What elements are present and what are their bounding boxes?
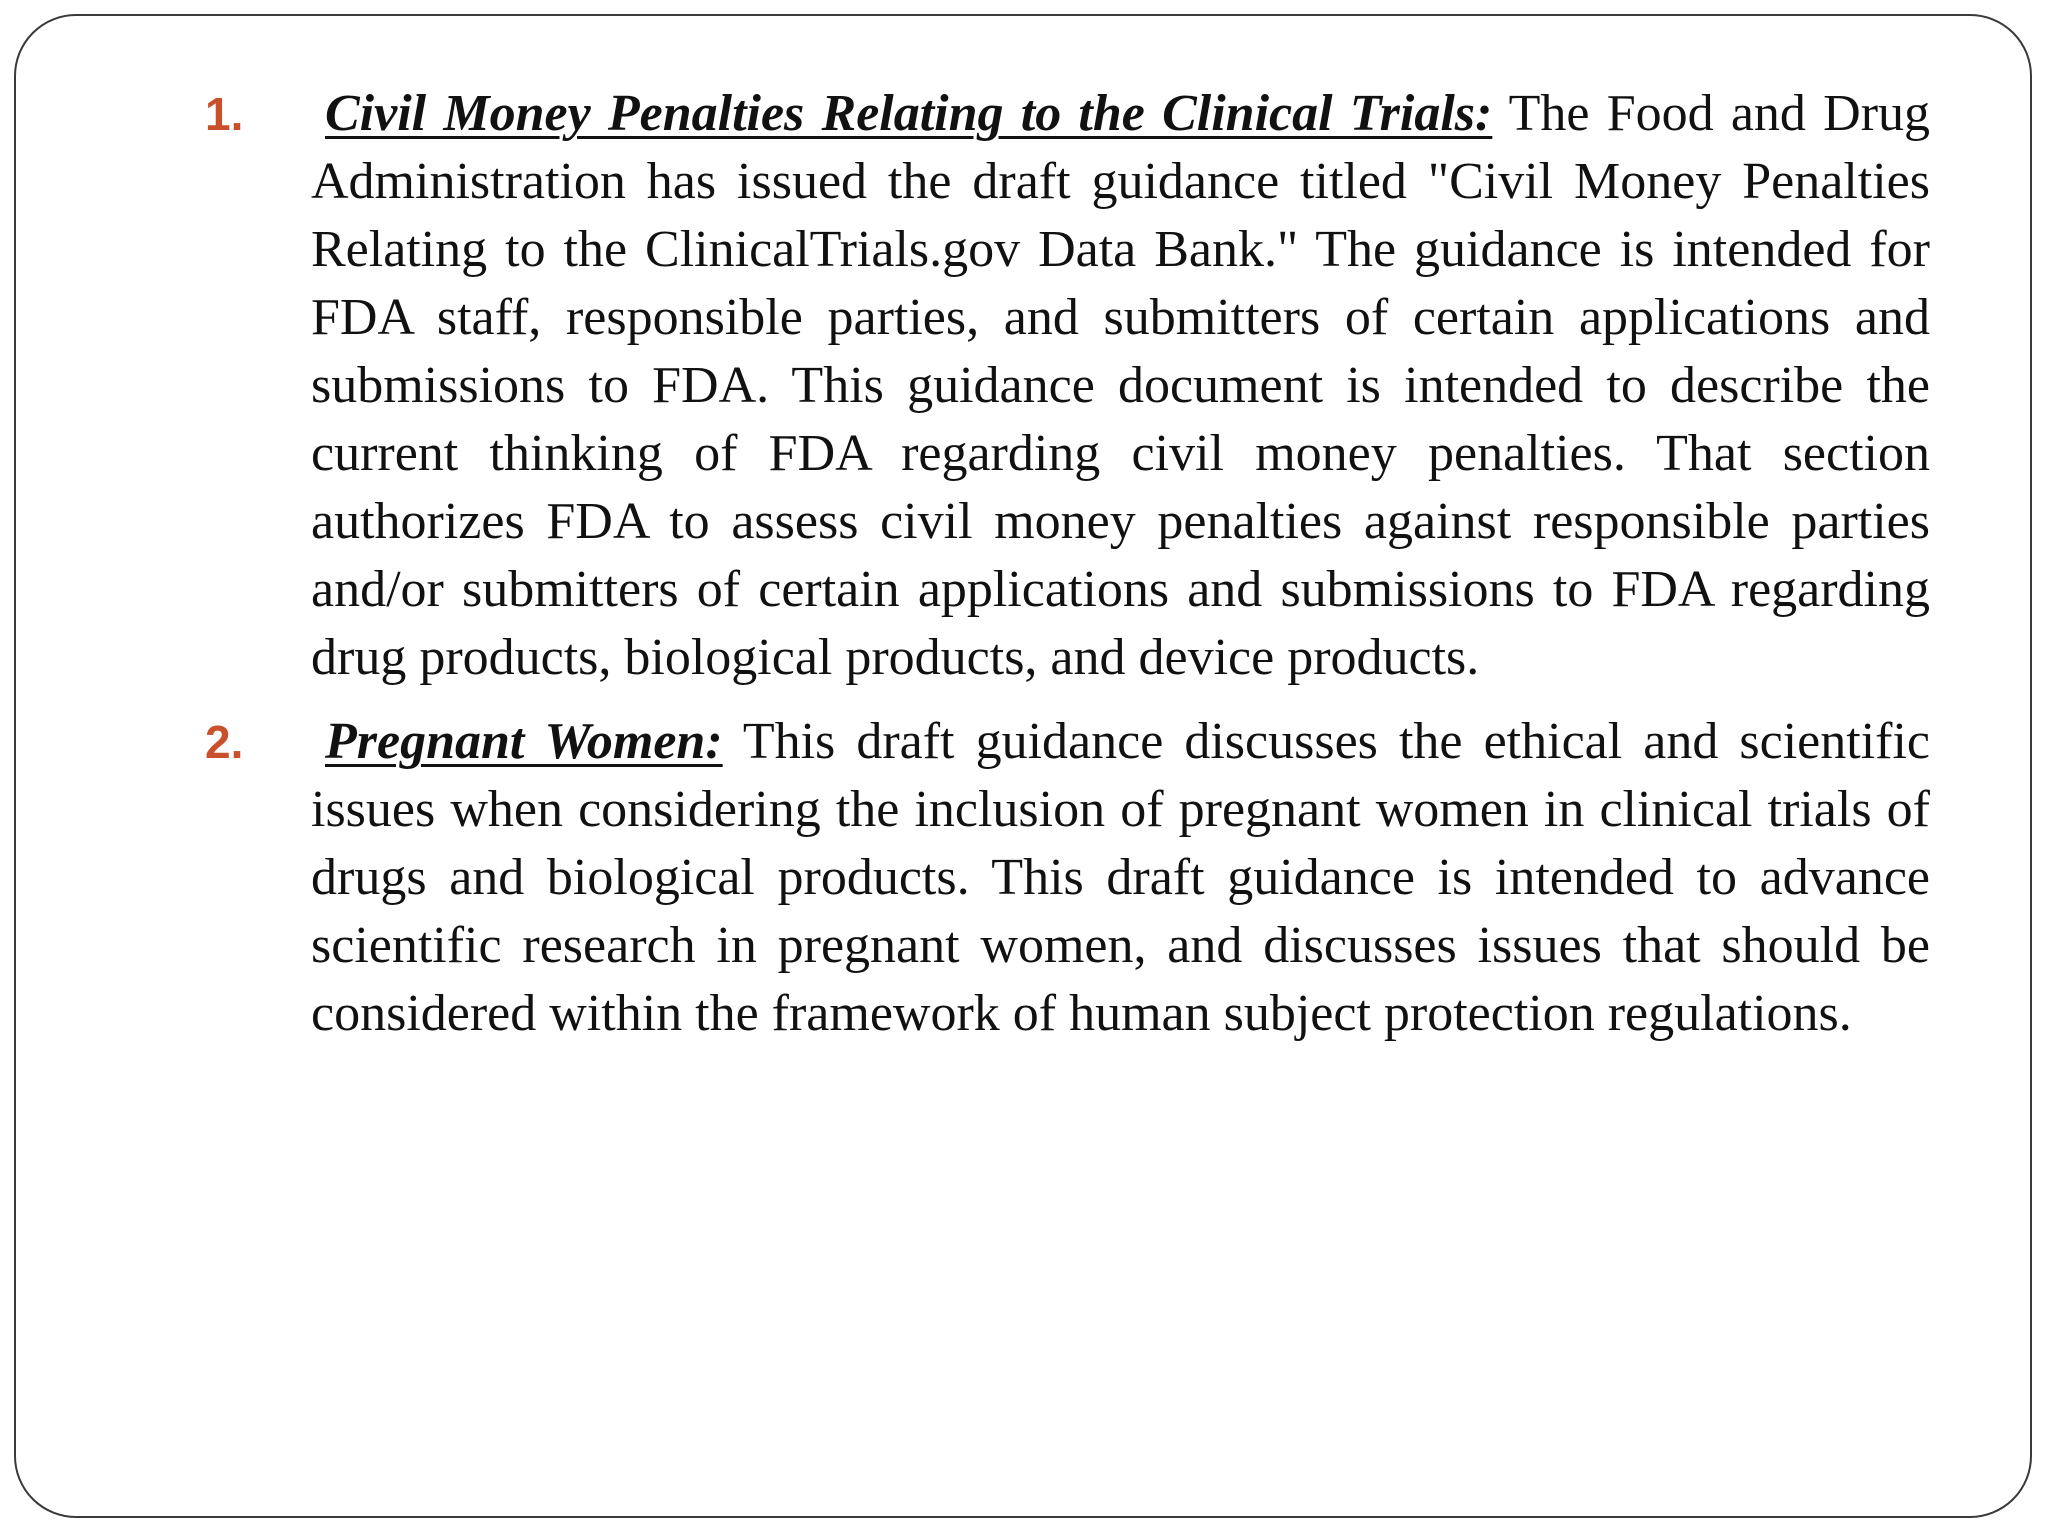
item-body: This draft guidance discusses the ethical and scientific issues when considering the inclusion of pregnant women in clinical trials of drugs and biological products. This draft guidance is intended to advance scientific research in pregnant women, and discusses issues that should be considered within the framework of human subject protection regulations. — [311, 713, 1931, 1042]
item-heading: Pregnant Women: — [325, 713, 723, 770]
item-heading: Civil Money Penalties Relating to the Clinical Trials: — [325, 85, 1493, 142]
item-body: The Food and Drug Administration has issued the draft guidance titled "Civil Money Penalties Relating to the ClinicalTrials.gov Data Bank." The guidance is intended for FDA staff, responsible parties, and submitters of certain applications and submissions to FDA. This guidance document is intended to describe the current thinking of FDA regarding civil money penalties. That section authorizes FDA to assess civil money penalties against responsible parties and/or submitters of certain applications and submissions to FDA regarding drug products, biological products, and device products. — [311, 85, 1931, 686]
list-number: 2. — [205, 716, 244, 768]
list-item-civil-money-penalties — [205, 80, 1930, 692]
list-number: 1. — [205, 88, 244, 140]
list-item-pregnant-women — [205, 708, 1930, 1048]
slide-content — [205, 80, 1930, 1048]
